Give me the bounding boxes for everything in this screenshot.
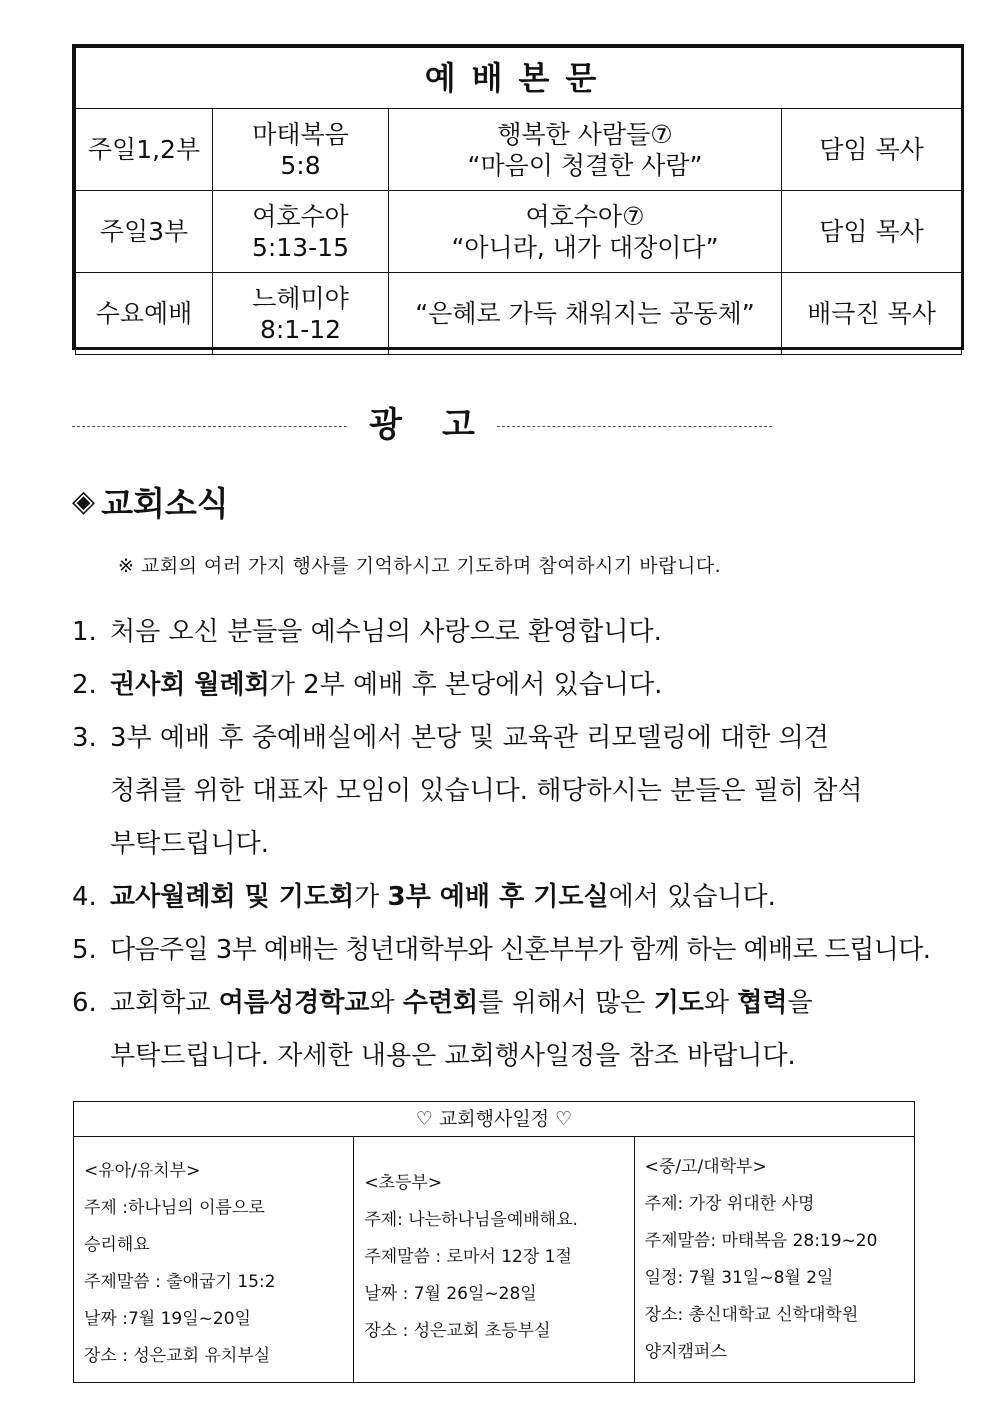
schedule-column-elementary: <초등부> 주제: 나는하나님을예배해요. 주제말씀 : 로마서 12장 1절 날짜 : 7월 26일~28일 장소 : 성은교회 초등부실 (353, 1137, 633, 1383)
preacher: 담임 목사 (782, 109, 962, 191)
divider (497, 426, 772, 427)
event-schedule (73, 1101, 915, 1383)
church-news-title: ◈ 교회소식 (72, 484, 229, 523)
table-row (76, 273, 962, 355)
announcement-list (72, 606, 932, 1083)
schedule-column-kindergarten: <유아/유치부> 주제 :하나님의 이름으로 승리해요 주제말씀 : 출애굽기 15:2 날짜 :7월 19일~20일 장소 : 성은교회 유치부실 (84, 1161, 276, 1366)
sermon-title: 여호수아⑦ “아니라, 내가 대장이다” (389, 191, 782, 273)
church-news-note: ※ 교회의 여러 가지 행사를 기억하시고 기도하며 참여하시기 바랍니다. (118, 555, 722, 577)
sermon-table-title: 예배본문 (76, 48, 962, 109)
scripture-passage: 느헤미야 8:1-12 (213, 273, 389, 355)
list-item: 2. 권사회 월례회가 2부 예배 후 본당에서 있습니다. (72, 670, 663, 700)
list-item: 1. 처음 오신 분들을 예수님의 사랑으로 환영합니다. (72, 617, 662, 647)
list-item-continuation: 부탁드립니다. (110, 829, 269, 859)
service-name: 주일3부 (76, 191, 213, 273)
announcements-heading (72, 396, 772, 446)
divider (72, 426, 347, 427)
announcements-title: 광고 (369, 404, 515, 445)
list-item: 6. 교회학교 여름성경학교와 수련회를 위해서 많은 기도와 협력을 (72, 988, 813, 1018)
preacher: 배극진 목사 (782, 273, 962, 355)
service-name: 주일1,2부 (76, 109, 213, 191)
scripture-passage: 마태복음 5:8 (213, 109, 389, 191)
scripture-passage: 여호수아 5:13-15 (213, 191, 389, 273)
preacher: 담임 목사 (782, 191, 962, 273)
sermon-title: 행복한 사람들⑦ “마음이 청결한 사람” (389, 109, 782, 191)
table-row (76, 109, 962, 191)
list-item: 4. 교사월례회 및 기도회가 3부 예배 후 기도실에서 있습니다. (72, 882, 776, 912)
sermon-title: “은혜로 가득 채워지는 공동체” (389, 273, 782, 355)
service-name: 수요예배 (76, 273, 213, 355)
list-item: 3. 3부 예배 후 중예배실에서 본당 및 교육관 리모델링에 대한 의견 (72, 723, 829, 753)
list-item-continuation: 부탁드립니다. 자세한 내용은 교회행사일정을 참조 바랍니다. (110, 1041, 796, 1071)
schedule-column-youth: <중/고/대학부> 주제: 가장 위대한 사명 주제말씀: 마태복음 28:19~20 일정: 7월 31일~8월 2일 장소: 총신대학교 신학대학원 양지캠퍼스 (634, 1137, 914, 1383)
list-item: 5. 다음주일 3부 예배는 청년대학부와 신혼부부가 함께 하는 예배로 드립니다. (72, 935, 931, 965)
sermon-table (72, 44, 964, 350)
event-schedule-title: ♡ 교회행사일정 ♡ (74, 1102, 914, 1137)
list-item-continuation: 청취를 위한 대표자 모임이 있습니다. 해당하시는 분들은 필히 참석 (110, 776, 863, 806)
table-row (76, 191, 962, 273)
diamond-icon: ◈ (72, 484, 96, 519)
